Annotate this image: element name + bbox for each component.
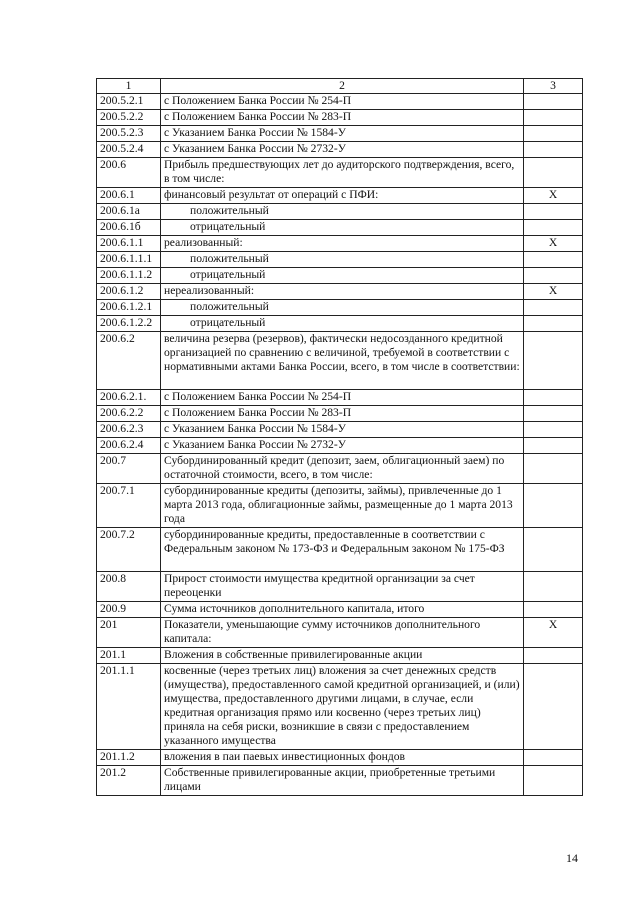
table-row [97, 422, 583, 438]
row-description: с Положением Банка России № 283-П [161, 406, 524, 422]
row-code: 200.6.1 [97, 188, 161, 204]
row-code: 200.6.1.2.1 [97, 300, 161, 316]
row-mark [524, 110, 583, 126]
table-row [97, 94, 583, 110]
row-description-text: отрицательный [190, 316, 266, 329]
row-code: 201.1.1 [97, 664, 161, 750]
table-row [97, 126, 583, 142]
table-row [97, 750, 583, 766]
row-code: 200.6.1.2 [97, 284, 161, 300]
row-description: Собственные привилегированные акции, приобретенные третьими лицами [161, 766, 524, 796]
table-row [97, 484, 583, 528]
row-code: 200.6.2.2 [97, 406, 161, 422]
row-code: 200.6 [97, 158, 161, 188]
row-description-text: отрицательный [190, 268, 266, 281]
row-description [161, 252, 524, 268]
row-description: с Указанием Банка России № 2732-У [161, 438, 524, 454]
row-description: Вложения в собственные привилегированные акции [161, 648, 524, 664]
row-mark [524, 316, 583, 332]
table-row [97, 648, 583, 664]
header-row [97, 79, 583, 94]
row-code: 200.9 [97, 602, 161, 618]
table-row [97, 300, 583, 316]
row-description: субординированные кредиты, предоставленные в соответствии с Федеральным законом № 173-ФЗ и Федеральным законом № 175-ФЗ [161, 528, 524, 572]
row-description-text: положительный [190, 204, 269, 217]
row-code: 200.6.2.3 [97, 422, 161, 438]
row-mark [524, 332, 583, 390]
row-mark [524, 268, 583, 284]
row-mark [524, 422, 583, 438]
table-row [97, 602, 583, 618]
row-description [161, 300, 524, 316]
row-description-text: положительный [190, 252, 269, 265]
header-col-2: 2 [161, 79, 524, 94]
row-description: субординированные кредиты (депозиты, займы), привлеченные до 1 марта 2013 года, облигационные займы, размещенные до 1 марта 2013 года [161, 484, 524, 528]
row-code: 200.6.1.1 [97, 236, 161, 252]
row-mark [524, 94, 583, 110]
row-mark [524, 766, 583, 796]
row-code: 201.1 [97, 648, 161, 664]
row-description: косвенные (через третьих лиц) вложения за счет денежных средств (имущества), предоставленного самой кредитной организацией, и (или) имущества, предоставленного другими лицами, в случае, если кредитная организация прямо или косвенно (через третьих лиц) приняла на себя риски, возникшие в связи с предоставлением указанного имущества [161, 664, 524, 750]
row-mark [524, 142, 583, 158]
row-code: 200.6.2.1. [97, 390, 161, 406]
row-mark [524, 390, 583, 406]
row-description: финансовый результат от операций с ПФИ: [161, 188, 524, 204]
row-description: Субординированный кредит (депозит, заем, облигационный заем) по остаточной стоимости, всего, в том числе: [161, 454, 524, 484]
row-description: с Указанием Банка России № 1584-У [161, 126, 524, 142]
table-row [97, 142, 583, 158]
row-mark [524, 204, 583, 220]
row-mark [524, 220, 583, 236]
row-description [161, 220, 524, 236]
row-mark: Х [524, 284, 583, 300]
row-description: величина резерва (резервов), фактически недосозданного кредитной организацией по сравнению с величиной, требуемой в соответствии с нормативными актами Банка России, всего, в том числе в соответствии: [161, 332, 524, 390]
row-description: с Указанием Банка России № 1584-У [161, 422, 524, 438]
row-mark [524, 406, 583, 422]
table-row [97, 204, 583, 220]
row-code: 201 [97, 618, 161, 648]
row-code: 200.5.2.2 [97, 110, 161, 126]
row-mark [524, 572, 583, 602]
row-mark [524, 454, 583, 484]
row-mark [524, 300, 583, 316]
table-row [97, 406, 583, 422]
row-code: 200.6.1а [97, 204, 161, 220]
row-mark [524, 158, 583, 188]
table-row [97, 188, 583, 204]
table-row [97, 316, 583, 332]
row-mark: Х [524, 236, 583, 252]
row-code: 201.1.2 [97, 750, 161, 766]
page-number: 14 [566, 851, 578, 865]
row-description [161, 316, 524, 332]
row-description [161, 268, 524, 284]
row-description-text: положительный [190, 300, 269, 313]
row-description: Показатели, уменьшающие сумму источников дополнительного капитала: [161, 618, 524, 648]
row-code: 200.7.2 [97, 528, 161, 572]
table-row [97, 572, 583, 602]
row-code: 201.2 [97, 766, 161, 796]
document-table [96, 78, 583, 796]
row-code: 200.6.1.2.2 [97, 316, 161, 332]
row-description: вложения в паи паевых инвестиционных фондов [161, 750, 524, 766]
row-description: с Указанием Банка России № 2732-У [161, 142, 524, 158]
row-code: 200.5.2.4 [97, 142, 161, 158]
row-description: с Положением Банка России № 254-П [161, 390, 524, 406]
table-row [97, 236, 583, 252]
row-description-text: отрицательный [190, 220, 266, 233]
table-row [97, 284, 583, 300]
row-code: 200.6.1б [97, 220, 161, 236]
row-mark: Х [524, 618, 583, 648]
row-mark [524, 438, 583, 454]
row-mark [524, 750, 583, 766]
row-mark [524, 252, 583, 268]
row-code: 200.6.2.4 [97, 438, 161, 454]
table-row [97, 252, 583, 268]
table-row [97, 766, 583, 796]
table-row [97, 110, 583, 126]
row-code: 200.6.1.1.1 [97, 252, 161, 268]
row-description: Прибыль предшествующих лет до аудиторского подтверждения, всего, в том числе: [161, 158, 524, 188]
row-mark [524, 602, 583, 618]
row-mark: Х [524, 188, 583, 204]
row-code: 200.7.1 [97, 484, 161, 528]
row-mark [524, 528, 583, 572]
table-row [97, 268, 583, 284]
table-row [97, 528, 583, 572]
table-row [97, 618, 583, 648]
row-description: Сумма источников дополнительного капитала, итого [161, 602, 524, 618]
row-code: 200.7 [97, 454, 161, 484]
table-row [97, 664, 583, 750]
table-row [97, 220, 583, 236]
row-description: с Положением Банка России № 283-П [161, 110, 524, 126]
row-code: 200.6.2 [97, 332, 161, 390]
row-code: 200.6.1.1.2 [97, 268, 161, 284]
row-code: 200.5.2.1 [97, 94, 161, 110]
row-mark [524, 126, 583, 142]
row-code: 200.8 [97, 572, 161, 602]
row-description: реализованный: [161, 236, 524, 252]
row-mark [524, 484, 583, 528]
row-mark [524, 648, 583, 664]
table-row [97, 390, 583, 406]
table-row [97, 158, 583, 188]
row-description: нереализованный: [161, 284, 524, 300]
row-mark [524, 664, 583, 750]
table-row [97, 454, 583, 484]
header-col-3: 3 [524, 79, 583, 94]
row-description: с Положением Банка России № 254-П [161, 94, 524, 110]
row-description [161, 204, 524, 220]
table-row [97, 438, 583, 454]
row-code: 200.5.2.3 [97, 126, 161, 142]
header-col-1: 1 [97, 79, 161, 94]
row-description: Прирост стоимости имущества кредитной организации за счет переоценки [161, 572, 524, 602]
table-row [97, 332, 583, 390]
